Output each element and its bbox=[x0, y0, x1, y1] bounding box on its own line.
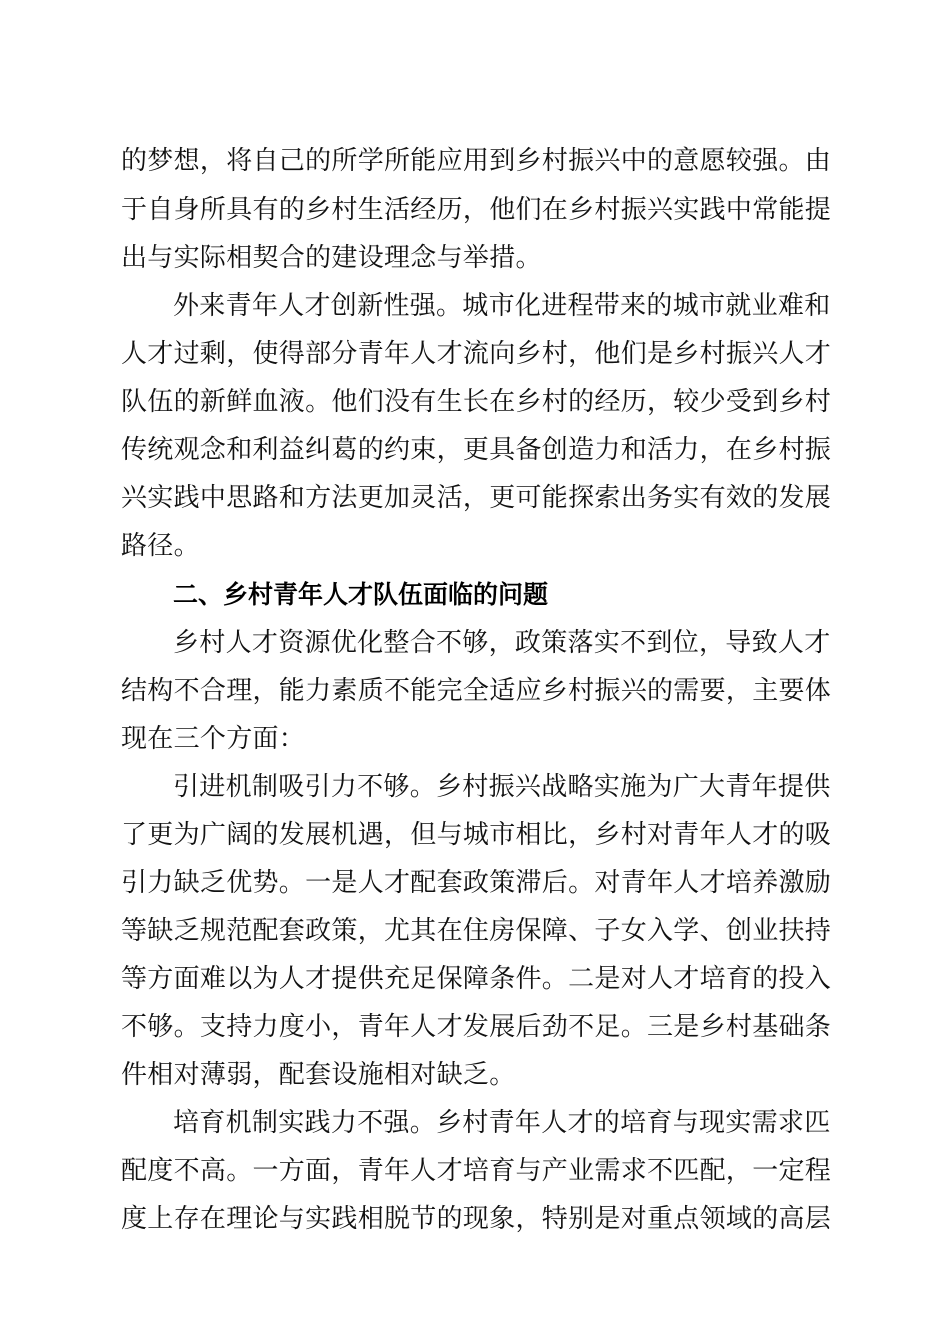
text-line: 件相对薄弱，配套设施相对缺乏。 bbox=[121, 1060, 516, 1090]
text-line: 等缺乏规范配套政策，尤其在住房保障、子女入学、创业扶持 bbox=[121, 916, 832, 946]
text-line: 的梦想，将自己的所学所能应用到乡村振兴中的意愿较强。由 bbox=[121, 146, 832, 176]
section-heading: 二、乡村青年人才队伍面临的问题 bbox=[173, 580, 549, 609]
paragraph-first-line: 引进机制吸引力不够。乡村振兴战略实施为广大青年提供 bbox=[173, 772, 831, 802]
text-line: 出与实际相契合的建设理念与举措。 bbox=[121, 243, 542, 273]
text-line: 传统观念和利益纠葛的约束，更具备创造力和活力，在乡村振 bbox=[121, 435, 832, 465]
text-line: 队伍的新鲜血液。他们没有生长在乡村的经历，较少受到乡村 bbox=[121, 387, 832, 417]
paragraph-first-line: 乡村人才资源优化整合不够，政策落实不到位，导致人才 bbox=[173, 628, 831, 658]
paragraph-first-line: 外来青年人才创新性强。城市化进程带来的城市就业难和 bbox=[173, 291, 831, 321]
text-line: 于自身所具有的乡村生活经历，他们在乡村振兴实践中常能提 bbox=[121, 195, 832, 225]
text-line: 等方面难以为人才提供充足保障条件。二是对人才培育的投入 bbox=[121, 964, 832, 994]
text-line: 路径。 bbox=[121, 531, 200, 561]
text-line: 结构不合理，能力素质不能完全适应乡村振兴的需要，主要体 bbox=[121, 676, 832, 706]
paragraph-first-line: 培育机制实践力不强。乡村青年人才的培育与现实需求匹 bbox=[173, 1108, 831, 1138]
text-line: 现在三个方面： bbox=[121, 724, 306, 754]
text-line: 人才过剩，使得部分青年人才流向乡村，他们是乡村振兴人才 bbox=[121, 339, 832, 369]
text-line: 不够。支持力度小，青年人才发展后劲不足。三是乡村基础条 bbox=[121, 1012, 832, 1042]
text-line: 了更为广阔的发展机遇，但与城市相比，乡村对青年人才的吸 bbox=[121, 820, 832, 850]
text-line: 度上存在理论与实践相脱节的现象，特别是对重点领域的高层 bbox=[121, 1204, 832, 1234]
text-line: 兴实践中思路和方法更加灵活，更可能探索出务实有效的发展 bbox=[121, 483, 832, 513]
text-line: 引力缺乏优势。一是人才配套政策滞后。对青年人才培养激励 bbox=[121, 868, 832, 898]
text-line: 配度不高。一方面，青年人才培育与产业需求不匹配，一定程 bbox=[121, 1156, 832, 1186]
